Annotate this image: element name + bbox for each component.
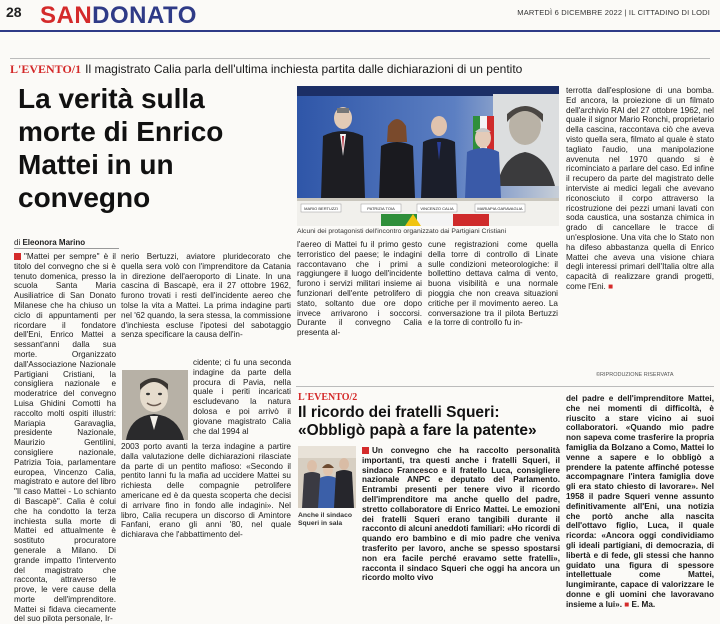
- article2-column-1: [362, 446, 560, 606]
- article2-divider: [296, 386, 714, 387]
- squeri-photo-caption: Anche il sindaco Squeri in sala: [298, 512, 353, 527]
- section-title: [40, 2, 197, 30]
- convegno-photo: [297, 86, 559, 226]
- nameplate-3: VINCENZO CALIA: [420, 206, 454, 211]
- section-title-blue: DONATO: [92, 2, 197, 29]
- nameplate-4: MARIAPIA GARAVAGLIA: [477, 206, 523, 211]
- article1-column-4: cune registrazioni come quella della torre di controllo di Linate sulle condizioni meteorologiche: il bollettino dettava calma di vento, buona visibilità e una normale pioggia che non creava situazioni critiche per il movimento aereo. La conversazione tra il pilota Bertuzzi e la torre di controllo fu in-: [428, 240, 558, 328]
- end-mark-2: ■: [624, 599, 630, 609]
- nameplate-1: MARIO BERTUZZI: [304, 206, 338, 211]
- article1-column-1: [14, 252, 116, 624]
- article1-byline: [14, 238, 85, 247]
- article2-kicker: L'EVENTO/2: [298, 392, 358, 403]
- lead-marker-icon-2: [362, 447, 369, 454]
- byline-divider: [14, 248, 119, 249]
- convegno-photo-caption: Alcuni dei protagonisti dell'incontro organizzato dai Partigiani Cristiani: [297, 228, 507, 235]
- article1-headline: La verità sulla morte di Enrico Mattei in un convegno: [18, 83, 224, 213]
- article1-kicker-tag: L'EVENTO/1: [10, 62, 82, 76]
- article1-kicker-text: Il magistrato Calia parla dell'ultima inchiesta partita dalle dichiarazioni di un pentito: [85, 62, 523, 76]
- article1-column-3: l'aereo di Mattei fu il primo gesto terroristico del paese; le indagini raccontavano che i primi a raggiungere il luogo dell'incidente furono i servizi militari insieme ai funzionari dell'ente petrolifero di stato, soltanto due ore dopo invece arrivarono i soccorsi. Durante il convegno Calia presenta al-: [297, 240, 422, 338]
- article1-column-2-bottom: 2003 porto avanti la terza indagine a partire dalla valutazione delle dichiarazioni rilasciate da parte di un pentito mafioso: «Secondo il pentito Ianni fu la mafia ad uccidere Mattei su richiesta delle compagnie petrolifere americane ed è da questa scoperta che decisi di arrivare fino in fondo alle indagini». Nel libro, Calia recupera un discorso di Amintore Fanfani, erano gli anni '80, nel quale dichiarava che l'abbattimento del-: [121, 442, 291, 540]
- article2-col1-text: Un convegno che ha raccolto personalità importanti, tra questi anche i fratelli Squeri, il sindaco Francesco e il fratello Luca, consigliere nazionale ANPC e deputato del Parlamento. Entrambi presenti per tenere vivo il ricordo dell'imprenditore ma anche quello del padre, stretto collaboratore di Enrico Mattei. Le emozioni dei fratelli Squeri erano tangibili durante il racconto di alcuni aneddoti familiari: «Ho ricordi di quando ero bambino e di mio padre che veniva trasferito per lavoro, anche se spesso spostarsi non era facile perché eravamo sette fratelli», racconta il sindaco Squeri che oggi ha ancora un ricordo molto vivo: [362, 446, 560, 583]
- mattei-portrait: [122, 370, 188, 440]
- byline-prefix: di: [14, 238, 21, 247]
- squeri-photo: [298, 446, 356, 508]
- end-mark: ■: [608, 281, 614, 291]
- rights-notice: ©RIPRODUZIONE RISERVATA: [596, 372, 674, 378]
- page-number: 28: [6, 4, 22, 20]
- byline-author: Eleonora Marino: [22, 238, 86, 247]
- article1-column-5: [566, 86, 714, 368]
- article1-kicker: [10, 58, 710, 77]
- article2-headline: Il ricordo dei fratelli Squeri: «Obbligò papà a fare la patente»: [298, 404, 537, 439]
- article1-col5-text: terrotta dall'esplosione di una bomba. Ed ancora, la proiezione di un filmato dell'archivio RAI del 27 ottobre 1962, nel quale il signor Mario Ronchi, proprietario della cascina, raccontava ciò che aveva visto quella sera, filmato al quale è stato tagliato l'audio, una manipolazione avvenuta nel 1970 quando si è ricominciato a parlare del caso. Ed infine il recupero da parte del magistrato delle interviste ai medici legali che avevano riconosciuto il corpo attraverso la ricostruzione dei pezzi umani lavati con soda caustica, una sostanza chimica in grado di cancellare le tracce di un'esplosione. Una vita che lo Stato non ha difeso abbastanza quella di Enrico Mattei che aveva una visione chiara degli interessi primari dell'Italia oltre alla capacità di realizzare grandi progetti, come l'Eni.: [566, 86, 714, 291]
- squeri-photo-image: [298, 446, 356, 508]
- article2-col2-text: del padre e dell'imprenditore Mattei, che nei momenti di difficoltà, è riuscito a stare vicino ai suoi collaboratori. «Quando mio padre non sapeva come trasferire la propria famiglia da Bolzano a Como, Mattei lo venne a sapere e lo obbligò a prendere la patente affinché potesse accompagnare l'intera famiglia dove gli era stato chiesto di lavorare». Nel 1958 il padre Squeri venne assunto definitivamente all'Eni, una notizia che portò anche alla nascita dell'ottavo figlio, Luca, il quale ricorda: «Ancora oggi condividiamo gli ideali partigiani, di democrazia, di libertà e di fede, gli stessi che hanno guidato una figura di spessore intellettuale come Mattei, lungimirante, capace di valorizzare le donne e gli uomini che lavoravano insieme a lui».: [566, 394, 714, 609]
- article1-column-2-top: nerio Bertuzzi, aviatore pluridecorato che quella sera volò con l'imprenditore da Catania in direzione dell'aeroporto di Linate. In una cascina di Bascapè, era il 27 ottobre 1962, furono trovati i resti dell'incidente aereo che tolse la vita a Mattei. La prima indagine parti nel '62 quando, la sera stessa, la commissione d'inchiesta escluse l'ipotesi del sabotaggio senza specificare la causa dell'in-: [121, 252, 291, 340]
- convegno-photo-image: [297, 86, 559, 226]
- article2-column-2: [566, 394, 714, 609]
- article2-author: E. Ma.: [631, 599, 656, 609]
- article1-col1-text: "Mattei per sempre" è il titolo del convegno che si è tenuto domenica, presso la scuola Santa Maria Ausiliatrice di San Donato Milanese che ha chiuso un ciclo di appuntamenti per ricordare il fondatore dell'Eni, Enrico Mattei a sessant'anni dalla sua morte. Organizzato dall'Associazione Nazionale Partigiani Cristiani, la consigliera nazionale e moderatrice del convegno Luisa Ghidini Comotti ha raccolto molti ospiti illustri: Mariapia Garavaglia, presidente Nazionale, Maurizio Gentilini, consigliere nazionale, Patrizia Toia, parlamentare europea, Vincenzo Calia, magistrato e autore del libro "Il caso Mattei - Lo schianto di Bascapè". Calia è colui che ha condotto la terza inchiesta sulla morte di Mattei ed attualmente è sostituto procuratore generale a Milano. Di grande impatto l'intervento del magistrato che racconta, attraverso le prove, le vere cause della morte dell'imprenditore. Mattei si fidava ciecamente del suo pilota personale, Ir-: [14, 252, 116, 624]
- section-title-red: SAN: [40, 2, 93, 29]
- mattei-portrait-image: [122, 370, 188, 440]
- lead-marker-icon: [14, 253, 21, 260]
- nameplate-2: PATRIZIA TOIA: [367, 206, 395, 211]
- date-line: MARTEDÌ 6 DICEMBRE 2022 | IL CITTADINO DI LODI: [517, 8, 710, 17]
- article1-column-2-narrow: cidente; ci fu una seconda indagine da parte della procura di Pavia, nella quale i periti incaricati escludevano la natura dolosa e poi arrivò il giovane magistrato Calia che dal 1994 al: [193, 358, 291, 436]
